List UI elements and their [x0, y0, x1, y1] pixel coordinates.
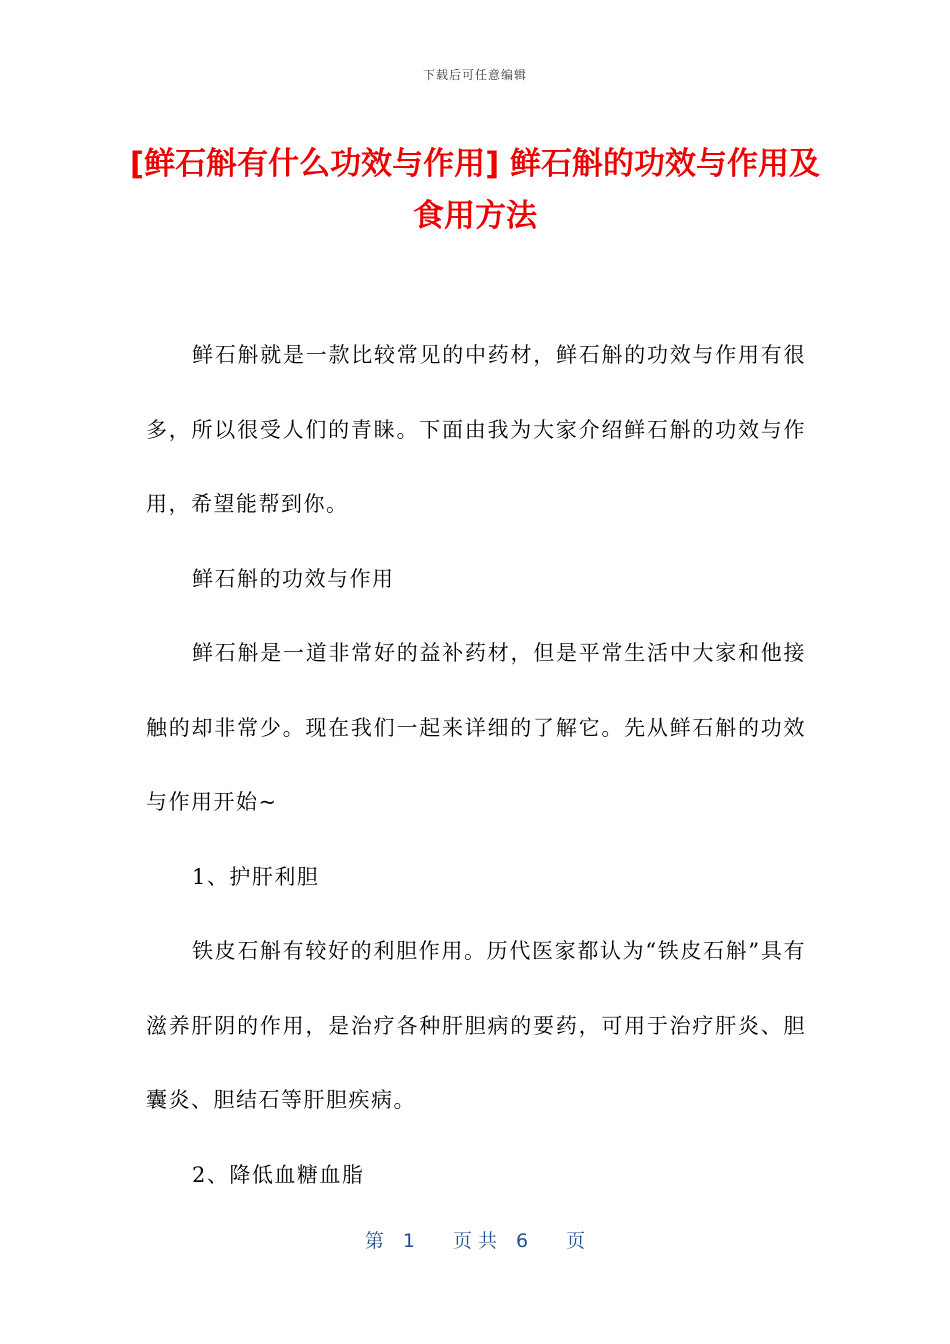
paragraph-overview: 鲜石斛是一道非常好的益补药材，但是平常生活中大家和他接触的却非常少。现在我们一起来详细的了解它。先从鲜石斛的功效与作用开始~: [146, 641, 806, 814]
subheading-blood-sugar: 2、降低血糖血脂: [192, 1162, 365, 1187]
document-title: [鲜石斛有什么功效与作用] 鲜石斛的功效与作用及食用方法: [129, 146, 821, 234]
header-note: 下载后可任意编辑: [422, 68, 527, 82]
section-heading: 鲜石斛的功效与作用: [192, 566, 395, 591]
document-body: [146, 318, 806, 1212]
page-footer: 第 1 页 共 6 页: [364, 1230, 586, 1252]
paragraph-intro: 鲜石斛就是一款比较常见的中药材，鲜石斛的功效与作用有很多，所以很受人们的青睐。下面由我为大家介绍鲜石斛的功效与作用，希望能帮到你。: [146, 343, 806, 516]
paragraph-liver: 铁皮石斛有较好的利胆作用。历代医家都认为“铁皮石斛”具有滋养肝阴的作用，是治疗各种肝胆病的要药，可用于治疗肝炎、胆囊炎、胆结石等肝胆疾病。: [146, 939, 806, 1112]
subheading-liver: 1、护肝利胆: [192, 864, 320, 889]
